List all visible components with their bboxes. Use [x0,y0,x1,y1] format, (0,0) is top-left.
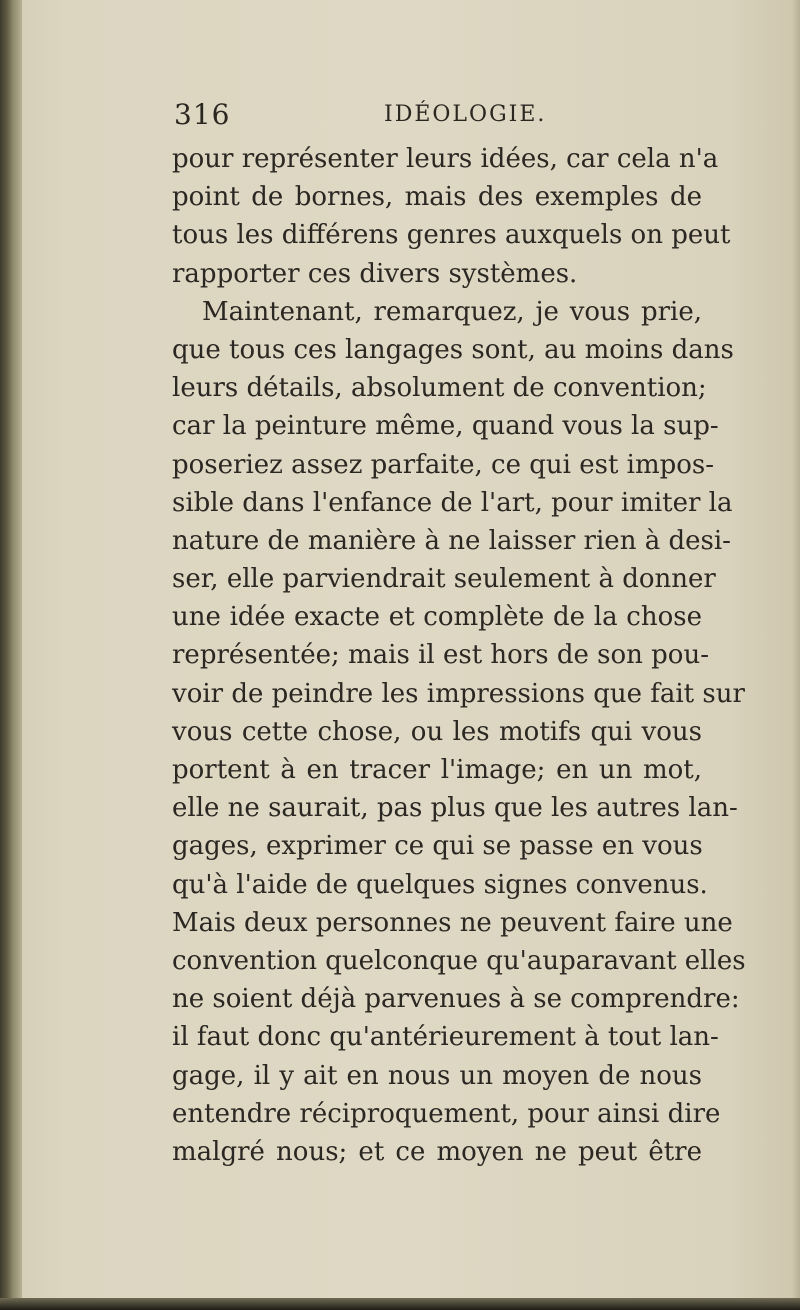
text-line: ser, elle parviendrait seulement à donner [172,564,716,595]
text-line: entendre réciproquement, pour ainsi dire [172,1098,721,1129]
page-header [174,98,694,138]
text-line: nature de manière à ne laisser rien à desi- [172,525,731,556]
text-line: rapporter ces divers systèmes. [172,258,578,289]
text-line: elle ne saurait, pas plus que les autres lan- [172,793,738,824]
text-line: Mais deux personnes ne peuvent faire une [172,907,733,938]
body-text [172,140,746,1171]
page-number: 316 [174,98,231,131]
text-line: représentée; mais il est hors de son pou- [172,640,709,671]
text-line: pour représenter leurs idées, car cela n'a [172,144,719,174]
text-line: voir de peindre les impressions que fait sur [172,678,745,709]
text-line: gage, il y ait en nous un moyen de nous [172,1060,702,1091]
text-line: tous les différens genres auxquels on peut [172,220,731,251]
text-line: leurs détails, absolument de convention; [172,373,707,404]
text-line: convention quelconque qu'auparavant elles [172,945,746,976]
text-line: gages, exprimer ce qui se passe en vous [172,831,703,862]
text-line: malgré nous; et ce moyen ne peut être [172,1136,702,1167]
text-line: Maintenant, remarquez, je vous prie, [202,296,702,327]
page-right-edge [792,0,800,1310]
text-line: car la peinture même, quand vous la sup- [172,411,719,442]
text-line: que tous ces langages sont, au moins dans [172,334,734,365]
text-line: vous cette chose, ou les motifs qui vous [172,716,702,747]
running-title: IDÉOLOGIE. [384,102,547,127]
page-bottom-edge [0,1298,800,1310]
text-line: point de bornes, mais des exemples de [172,182,702,213]
text-line: une idée exacte et complète de la chose [172,602,702,633]
text-line: il faut donc qu'antérieurement à tout lan- [172,1022,719,1053]
text-line: ne soient déjà parvenues à se comprendre: [172,984,740,1015]
book-spine-shadow [0,0,22,1310]
text-line: portent à en tracer l'image; en un mot, [172,755,702,785]
text-line: sible dans l'enfance de l'art, pour imiter la [172,487,733,518]
text-line: qu'à l'aide de quelques signes convenus. [172,869,708,900]
text-line: poseriez assez parfaite, ce qui est impos- [172,449,715,480]
